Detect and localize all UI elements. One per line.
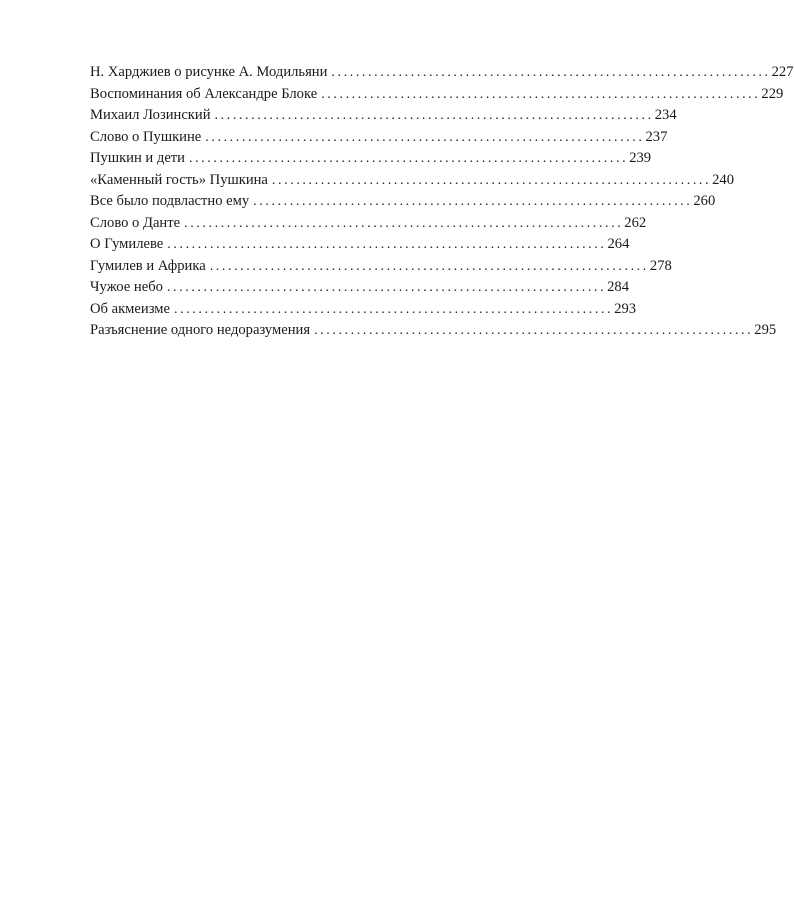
toc-entry: [90, 84, 784, 106]
toc-dot-leader: ........................................................................: [321, 86, 761, 102]
toc-entry-page: 262: [624, 214, 647, 231]
toc-entry: [90, 127, 668, 149]
toc-entry: [90, 320, 777, 342]
toc-dot-leader: ........................................................................: [188, 151, 629, 166]
toc-entry-title: Все было подвластно ему: [90, 193, 250, 209]
toc-dot-leader: ........................................................................: [209, 258, 649, 274]
toc-dot-leader: ........................................................................: [184, 215, 624, 231]
toc-entry-page: 284: [607, 279, 630, 295]
toc-dot-leader: ........................................................................: [331, 65, 771, 80]
toc-entry-title: Слово о Пушкине: [90, 128, 202, 145]
toc-entry-page: 264: [607, 236, 630, 252]
toc-entry-title: Пушкин и дети: [90, 150, 185, 166]
toc-dot-leader: ........................................................................: [166, 280, 607, 295]
toc-entry: [90, 148, 652, 170]
toc-entry: [90, 170, 735, 192]
toc-dot-leader: ........................................................................: [173, 301, 614, 317]
toc-entry: [90, 256, 672, 278]
toc-entry-title: Слово о Данте: [90, 214, 181, 231]
table-of-contents: [90, 62, 794, 342]
toc-entry: [90, 105, 677, 127]
toc-entry-title: «Каменный гость» Пушкина: [90, 171, 268, 188]
toc-entry-title: Об акмеизме: [90, 300, 170, 317]
toc-dot-leader: ........................................................................: [271, 172, 712, 188]
toc-dot-leader: ........................................................................: [253, 194, 693, 209]
toc-dot-leader: ........................................................................: [167, 237, 607, 252]
toc-entry-page: 295: [754, 322, 777, 338]
toc-entry-page: 260: [693, 193, 716, 209]
toc-entry-title: Воспоминания об Александре Блоке: [90, 85, 318, 102]
toc-entry-page: 234: [654, 107, 677, 123]
toc-entry-page: 239: [629, 150, 652, 166]
toc-entry-page: 240: [712, 171, 735, 188]
toc-dot-leader: ........................................................................: [214, 108, 654, 123]
toc-dot-leader: ........................................................................: [205, 129, 645, 145]
toc-entry-page: 278: [649, 257, 672, 274]
toc-entry: [90, 299, 637, 321]
toc-entry: [90, 62, 794, 84]
toc-entry-page: 229: [761, 85, 784, 102]
toc-entry: [90, 213, 647, 235]
toc-entry-page: 237: [645, 128, 668, 145]
toc-dot-leader: ........................................................................: [314, 323, 754, 338]
toc-entry-title: Н. Харджиев о рисунке А. Модильяни: [90, 64, 328, 80]
toc-entry: [90, 277, 630, 299]
toc-entry-title: Разъяснение одного недоразумения: [90, 322, 311, 338]
toc-entry: [90, 191, 716, 213]
toc-entry-title: Чужое небо: [90, 279, 163, 295]
toc-entry-title: О Гумилеве: [90, 236, 164, 252]
toc-entry-page: 293: [614, 300, 637, 317]
toc-entry-page: 227: [771, 64, 794, 80]
toc-entry-title: Гумилев и Африка: [90, 257, 206, 274]
toc-entry: [90, 234, 630, 256]
toc-entry-title: Михаил Лозинский: [90, 107, 211, 123]
